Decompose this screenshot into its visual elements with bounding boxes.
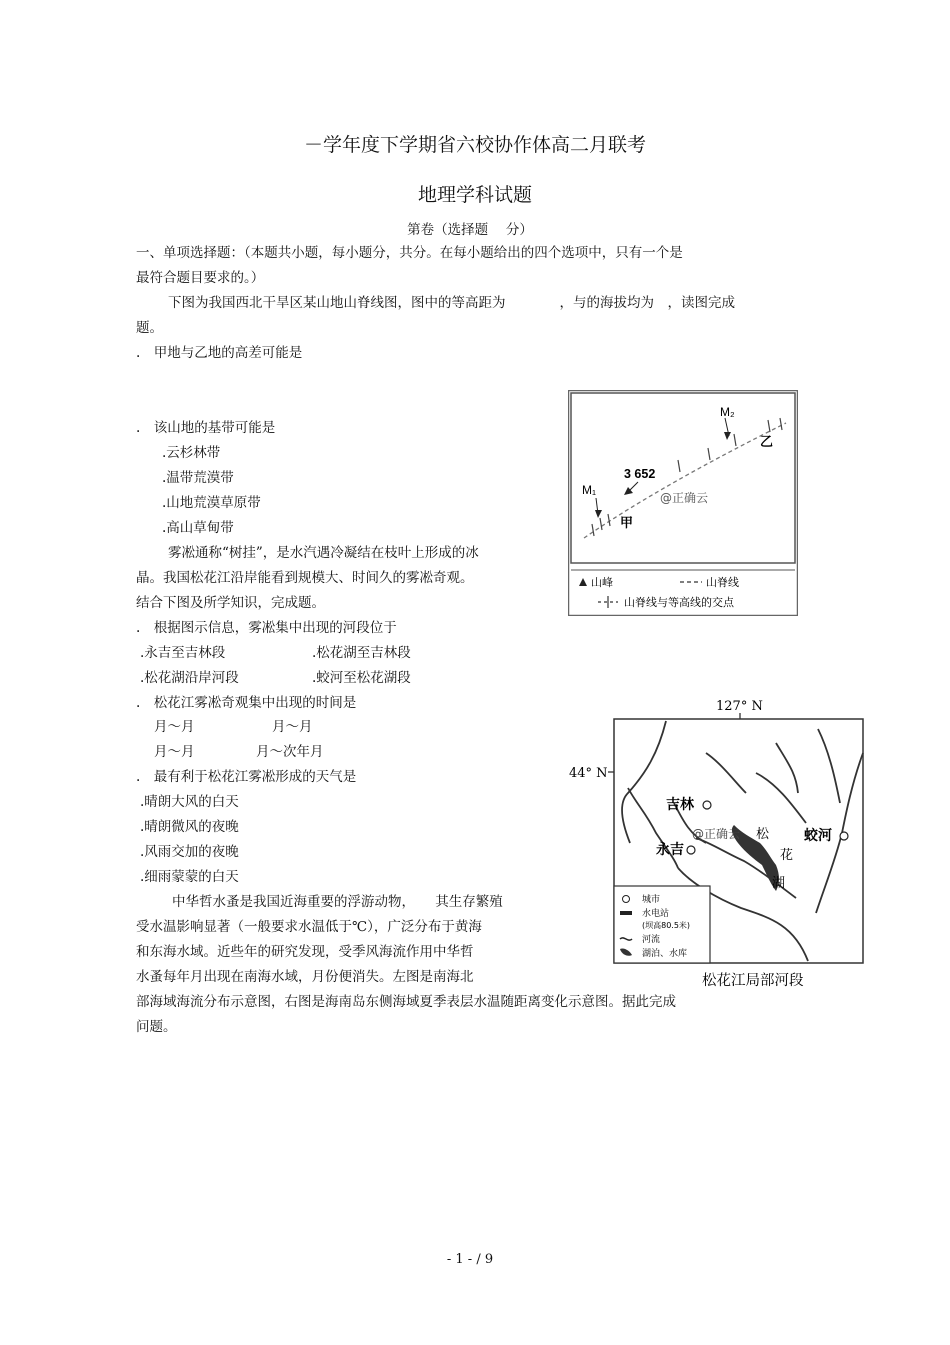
intro2-line-3: 结合下图及所学知识，完成题。 [136,595,325,611]
q3-stem: . 根据图示信息，雾凇集中出现的河段位于 [136,620,397,636]
legend-station-icon [620,911,632,915]
page-number: - 1 - / 9 [446,1252,494,1267]
q5-option-b: .晴朗微风的夜晚 [140,819,239,835]
legend-lake-text: 湖泊、水库 [642,949,688,959]
section-line-1: 一、单项选择题：（本题共小题，每小题分，共分。在每小题给出的四个选项中，只有一个是 [136,245,683,261]
q5-option-d: .细雨蒙蒙的白天 [140,869,239,885]
intro1-line-1: 下图为我国西北干旱区某山地山脊线图，图中的等高距为 ，与的海拔均为 ，读图完成 [168,295,735,311]
songhua-river-map [566,693,868,995]
legend-city-text: 城市 [642,895,661,905]
yongji-marker [687,846,695,854]
intro3-line-3: 和东海水域。近些年的研究发现，受季风海流作用中华哲 [136,944,474,960]
intro2-line-2: 晶。我国松花江沿岸能看到规模大、时间久的雾凇奇观。 [136,570,474,586]
lake-char-3: 湖 [772,876,786,891]
label-elevation: 3 652 [624,467,656,481]
q2-option-a: .云杉林带 [162,445,221,461]
jilin-marker [703,801,711,809]
label-jiaohe: 蛟河 [804,828,832,844]
q2-option-d: .高山草甸带 [162,520,234,536]
intro1-line-2: 题。 [136,320,163,336]
q4-option-a: 月～月 [154,719,195,735]
watermark-text: @正确云 [660,491,709,505]
q3-option-a: .永吉至吉林段 [140,645,226,661]
legend-station-text: 水电站 [642,909,670,919]
legend-ridge-text: 山脊线 [706,576,739,589]
q3-option-c: .松花湖沿岸河段 [140,670,239,686]
q5-option-a: .晴朗大风的白天 [140,794,239,810]
intro3-line-6: 问题。 [136,1019,177,1035]
section-line-2: 最符合题目要求的。） [136,270,265,286]
q4-stem: . 松花江雾凇奇观集中出现的时间是 [136,695,357,711]
label-m2: M₂ [720,405,735,419]
q3-option-b: .松花湖至吉林段 [312,645,411,661]
legend-peak-text: 山峰 [591,576,613,589]
jiaohe-marker [840,832,848,840]
intro3-line-4: 水蚤每年月出现在南海水域，月份便消失。左图是南海北 [136,969,474,985]
intro2-line-1: 雾凇通称“树挂”，是水汽遇冷凝结在枝叶上形成的冰 [168,545,479,561]
label-yongji: 永吉 [656,842,684,858]
legend-station-note: (坝高80.5米) [642,921,691,930]
q2-option-c: .山地荒漠草原带 [162,495,261,511]
map-caption: 松花江局部河段 [702,973,804,989]
legend-city-icon [623,896,630,903]
label-m1: M₁ [582,483,597,497]
legend-river-text: 河流 [642,935,661,945]
q2-stem: . 该山地的基带可能是 [136,420,276,436]
latitude-label: 44° N [569,766,608,781]
legend-cross-text: 山脊线与等高线的交点 [624,596,734,609]
label-jia: 甲 [620,516,634,531]
q4-option-b: 月～月 [272,719,313,735]
intro3-line-2: 受水温影响显著（一般要求水温低于℃），广泛分布于黄海 [136,919,482,935]
lake-char-2: 花 [780,848,794,863]
intro3-line-5: 部海域海流分布示意图，右图是海南岛东侧海域夏季表层水温随距离变化示意图。据此完成 [136,994,676,1010]
part-heading: 第卷（选择题 分） [407,222,533,238]
q1-stem: . 甲地与乙地的高差可能是 [136,345,303,361]
map-watermark: @正确云 [692,827,741,841]
lake-char-1: 松 [756,827,770,842]
q2-option-b: .温带荒漠带 [162,470,234,486]
q5-option-c: .风雨交加的夜晚 [140,844,239,860]
label-jilin: 吉林 [666,797,694,813]
label-yi: 乙 [760,435,774,450]
q5-stem: . 最有利于松花江雾凇形成的天气是 [136,769,357,785]
q4-option-d: 月～次年月 [256,744,324,760]
ridge-line-figure [568,390,798,616]
q3-option-d: .蛟河至松花湖段 [312,670,411,686]
exam-title: －学年度下学期省六校协作体高二月联考 [303,134,646,156]
q4-option-c: 月～月 [154,744,195,760]
longitude-label: 127° N [716,699,763,714]
subject-title: 地理学科试题 [417,184,532,206]
intro3-line-1: 中华哲水蚤是我国近海重要的浮游动物， 其生存繁殖 [172,894,503,910]
